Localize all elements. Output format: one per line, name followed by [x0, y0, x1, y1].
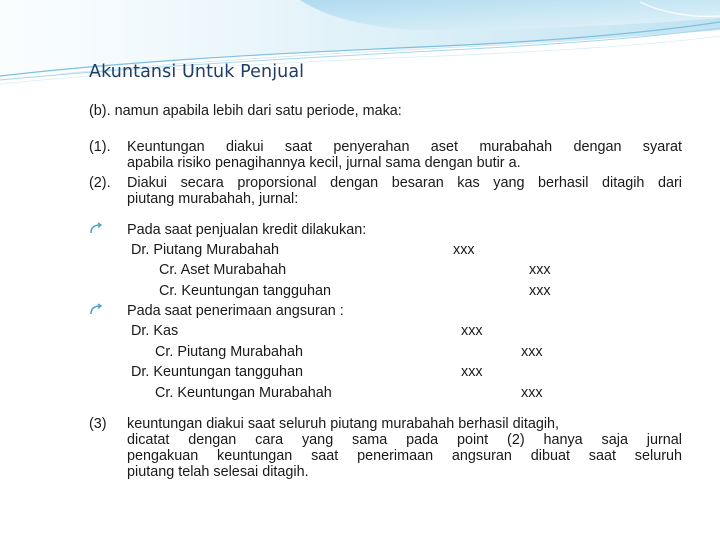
- journal-2-account: Dr. Keuntungan tangguhan: [131, 364, 304, 380]
- point-1-number: (1).: [89, 139, 111, 155]
- journal-1-amount: xxx: [529, 283, 551, 299]
- journal-2-account: Cr. Piutang Murabahah: [155, 344, 303, 360]
- journal-2-account: Dr. Kas: [131, 323, 179, 339]
- journal-1-account: Cr. Aset Murabahah: [159, 262, 287, 278]
- point-2-line-1: Diakui secara proporsional dengan besaran kas yang berhasil ditagih dari: [127, 175, 682, 191]
- journal-2-amount: xxx: [461, 364, 483, 380]
- curved-arrow-bullet-icon: [89, 303, 103, 321]
- journal-1-account: Cr. Keuntungan tangguhan: [159, 283, 332, 299]
- point-1-line-2: apabila risiko penagihannya kecil, jurnal sama dengan butir a.: [127, 155, 521, 171]
- curved-arrow-bullet-icon: [89, 222, 103, 240]
- point-2-line-2: piutang murabahah, jurnal:: [127, 191, 299, 207]
- point-3-line-1: keuntungan diakui saat seluruh piutang murabahah berhasil ditagih,: [127, 416, 560, 432]
- header-decoration: [0, 0, 720, 110]
- point-2-number: (2).: [89, 175, 111, 191]
- journal-1-amount: xxx: [529, 262, 551, 278]
- journal-1-heading: Pada saat penjualan kredit dilakukan:: [127, 222, 367, 238]
- journal-2-account: Cr. Keuntungan Murabahah: [155, 385, 332, 401]
- journal-2-amount: xxx: [521, 344, 543, 360]
- journal-2-amount: xxx: [461, 323, 483, 339]
- journal-1-amount: xxx: [453, 242, 475, 258]
- point-3-line-4: piutang telah selesai ditagih.: [127, 464, 309, 480]
- journal-2-amount: xxx: [521, 385, 543, 401]
- point-3-line-3: pengakuan keuntungan saat penerimaan angsuran dibuat saat seluruh: [127, 448, 682, 464]
- journal-1-account: Dr. Piutang Murabahah: [131, 242, 279, 258]
- point-3-number: (3): [89, 416, 107, 432]
- point-3-line-2: dicatat dengan cara yang sama pada point (2) hanya saja jurnal: [127, 432, 682, 448]
- journal-2-heading: Pada saat penerimaan angsuran :: [127, 303, 344, 319]
- page-title: Akuntansi Untuk Penjual: [89, 62, 305, 82]
- intro-text: (b). namun apabila lebih dari satu periode, maka:: [89, 103, 402, 119]
- point-1-line-1: Keuntungan diakui saat penyerahan aset murabahah dengan syarat: [127, 139, 682, 155]
